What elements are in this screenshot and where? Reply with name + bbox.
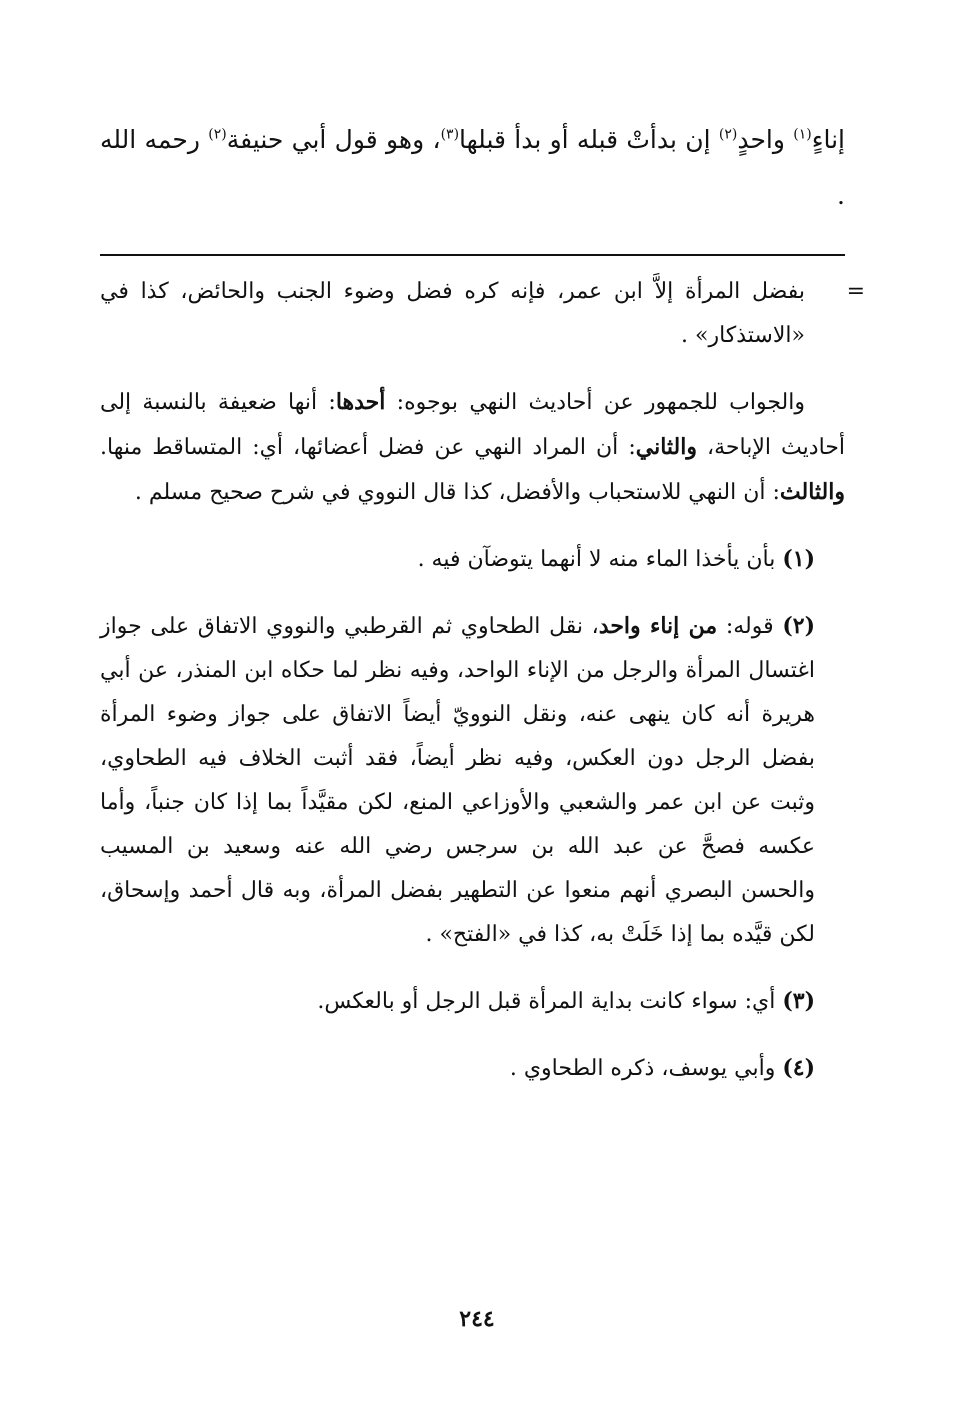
footnote-4 — [100, 1046, 845, 1091]
main-text-line1-a: إناءٍ — [811, 125, 845, 154]
footnote-3-text: أي: سواء كانت بداية المرأة قبل الرجل أو بالعكس. — [317, 989, 783, 1014]
footnotes — [100, 270, 865, 1091]
book-page — [100, 112, 865, 1342]
footnote-1-text: بأن يأخذا الماء منه لا أنهما يتوضآن فيه . — [417, 547, 783, 572]
para-bold-first: أحدها — [335, 389, 386, 415]
para-text-a: والجواب للجمهور عن أحاديث النهي بوجوه: — [385, 390, 805, 415]
footnote-separator — [100, 254, 845, 256]
main-text-line1-b: واحدٍ — [737, 125, 794, 154]
footnote-paragraph — [100, 380, 845, 515]
main-text-line1-d: ، وهو قول أبي حنيفة — [226, 125, 441, 154]
para-text-d: : أن المراد النهي عن فضل أعضائها، أي: المتساقط منها. — [100, 435, 636, 460]
para-bold-third: والثالث — [779, 479, 845, 505]
footnote-4-text: وأبي يوسف، ذكره الطحاوي . — [509, 1056, 783, 1081]
footnote-3-number: (٣) — [782, 988, 815, 1014]
para-bold-second: والثاني — [635, 434, 697, 460]
footnote-2-text: ، نقل الطحاوي ثم القرطبي والنووي الاتفاق على جواز اغتسال المرأة والرجل من الإناء الواحد، وفيه نظر لما حكاه ابن المنذر، عن أبي هريرة أنه كان ينهى عنه، ونقل النوويّ أيضاً الاتفاق على جواز وضوء المرأة بفضل الرجل دون العكس، وفيه نظر أيضاً، فقد أثبت الخلاف فيه الطحاوي، وثبت عن ابن عمر والشعبي والأوزاعي المنع، لكن مقيَّداً بما إذا كان جنباً، وأما عكسه فصحَّ عن عبد الله بن سرجس رضي الله عنه وسعيد بن المسيب والحسن البصري أنهم منعوا عن التطهير بفضل المرأة، وبه قال أحمد وإسحاق، لكن قيَّده بما إذا خَلَتْ به، كذا في «الفتح» . — [100, 614, 815, 947]
para-text-e: : أن النهي للاستحباب والأفضل، كذا قال النووي في شرح صحيح مسلم . — [134, 480, 780, 505]
footnote-ref-3: (٣) — [440, 126, 460, 143]
footnote-ref-1: (١) — [793, 126, 812, 143]
main-text — [100, 112, 845, 224]
footnote-2-lead: قوله: — [717, 614, 783, 639]
footnote-continuation-text: بفضل المرأة إلاَّ ابن عمر، فإنه كره فضل وضوء الجنب والحائض، كذا في «الاستذكار» . — [100, 279, 805, 348]
para-text-c: : أنها ضعيفة بالنسبة إلى أحاديث الإباحة، — [100, 390, 845, 460]
footnote-1 — [100, 537, 845, 582]
footnote-2 — [100, 604, 845, 957]
page-number: ٢٤٤ — [459, 1306, 495, 1332]
continuation-mark: = — [846, 279, 865, 304]
footnote-ref-2: (٢) — [718, 126, 738, 143]
footnote-3 — [100, 979, 845, 1024]
footnote-2-number: (٢) — [782, 613, 815, 639]
footnote-1-number: (١) — [782, 546, 815, 572]
main-text-line2: رحمه الله . — [100, 125, 845, 210]
footnote-ref-4: (٢) — [208, 126, 227, 143]
footnote-continuation — [100, 270, 865, 358]
footnote-4-number: (٤) — [782, 1055, 815, 1081]
main-text-line1-c: إن بدأتْ قبله أو بدأ قبلها — [459, 125, 719, 154]
footnote-2-bold: من إناء واحد — [598, 613, 718, 639]
